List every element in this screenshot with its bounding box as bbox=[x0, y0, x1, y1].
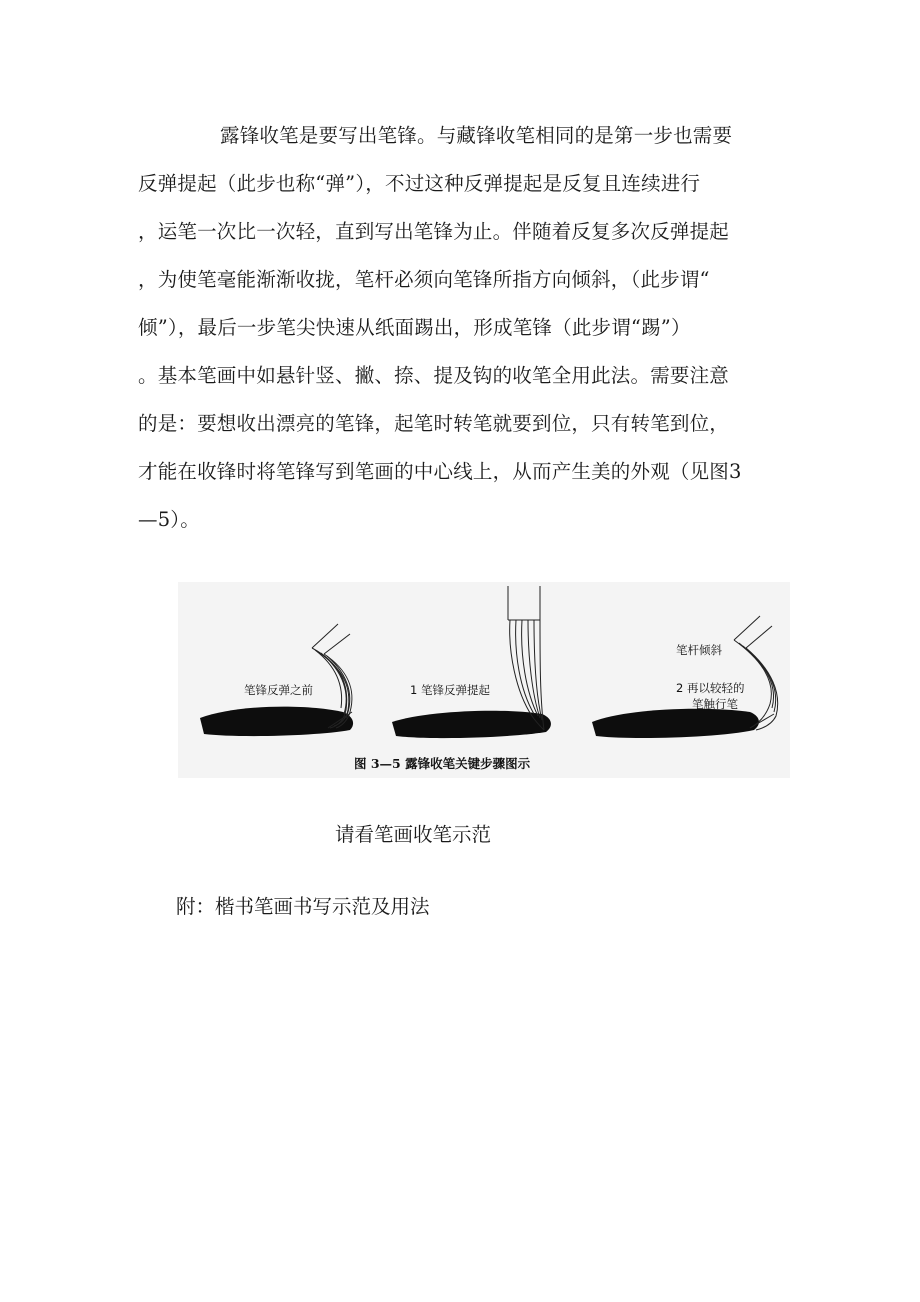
paragraph-line-9: —5）。 bbox=[138, 508, 200, 531]
panel-3-label-low: 笔触行笔 bbox=[692, 697, 738, 711]
paragraph-line-1: 露锋收笔是要写出笔锋。与藏锋收笔相同的是第一步也需要 bbox=[220, 124, 733, 147]
paragraph-line-3: ，运笔一次比一次轻，直到写出笔锋为止。伴随着反复多次反弹提起 bbox=[138, 220, 730, 243]
paragraph-line-7: 的是：要想收出漂亮的笔锋，起笔时转笔就要到位，只有转笔到位， bbox=[138, 412, 730, 435]
paragraph-line-8: 才能在收锋时将笔锋写到笔画的中心线上，从而产生美的外观（见图3 bbox=[138, 460, 742, 483]
panel-3-label-mid: 2 再以较轻的 bbox=[676, 681, 745, 695]
paragraph-line-6: 。基本笔画中如悬针竖、撇、捺、提及钩的收笔全用此法。需要注意 bbox=[138, 364, 730, 387]
paragraph-line-4: ，为使笔毫能渐渐收拢，笔杆必须向笔锋所指方向倾斜，（此步谓“ bbox=[138, 268, 710, 291]
panel-2-label: 1 笔锋反弹提起 bbox=[410, 683, 490, 697]
demo-note: 请看笔画收笔示范 bbox=[335, 823, 492, 846]
figure-background bbox=[178, 582, 790, 778]
figure-illustration bbox=[178, 582, 790, 778]
brush-stroke-figure bbox=[178, 582, 790, 778]
paragraph-line-2: 反弹提起（此步也称“弹”），不过这种反弹提起是反复且连续进行 bbox=[138, 172, 701, 195]
paragraph-line-5: 倾”），最后一步笔尖快速从纸面踢出，形成笔锋（此步谓“踢”） bbox=[138, 316, 691, 339]
panel-1-label: 笔锋反弹之前 bbox=[244, 683, 313, 697]
appendix-line: 附：楷书笔画书写示范及用法 bbox=[176, 895, 430, 918]
figure-caption: 图 3—5 露锋收笔关键步骤图示 bbox=[354, 756, 531, 771]
panel-3-label-top: 笔杆倾斜 bbox=[676, 643, 722, 657]
